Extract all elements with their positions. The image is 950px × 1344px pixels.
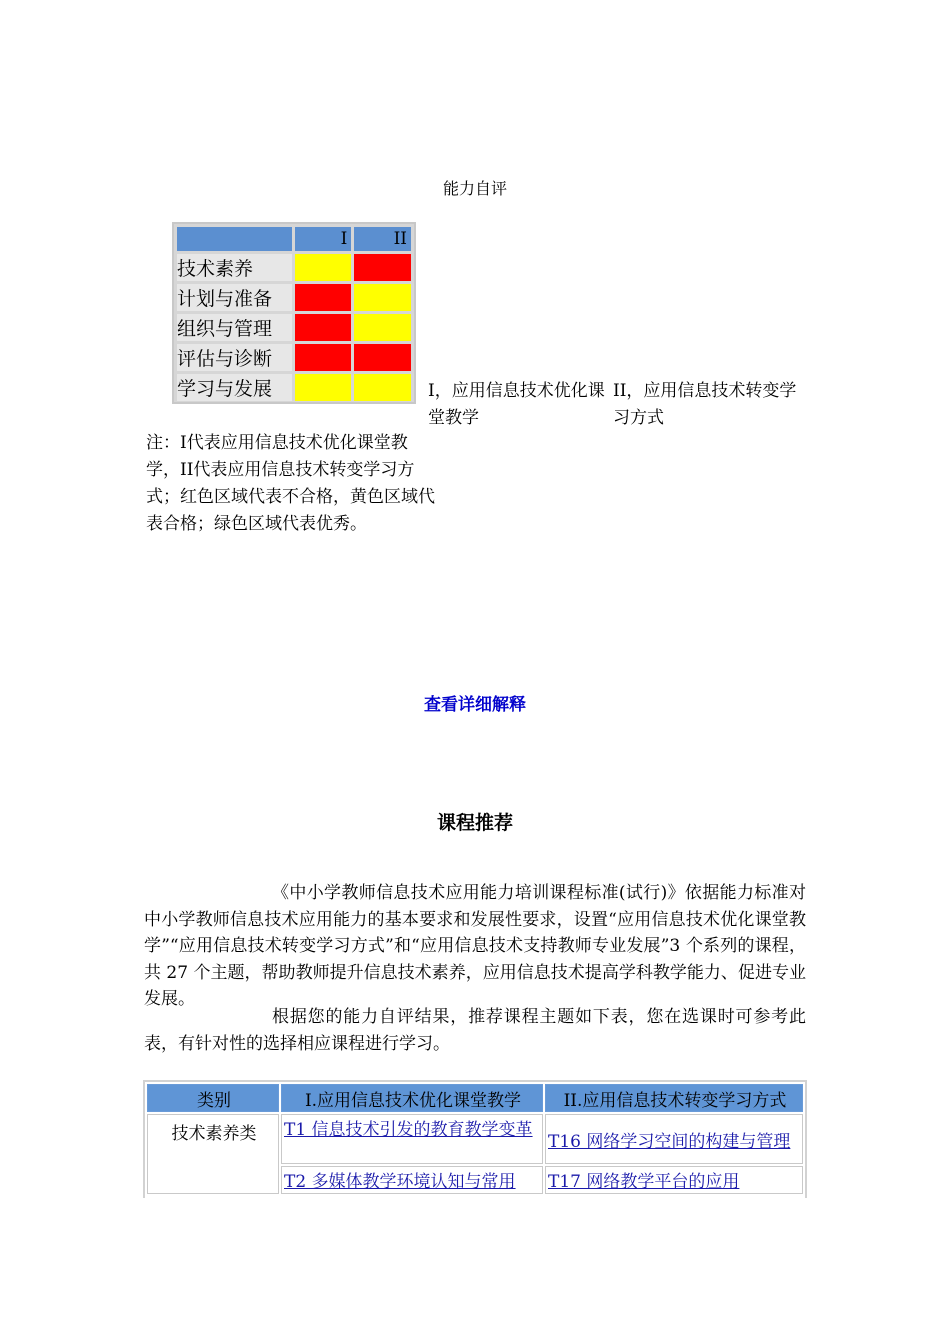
intro-paragraph: 《中小学教师信息技术应用能力培训课程标准(试行)》依据能力标准对中小学教师信息技术应用能力的基本要求和发展性要求，设置“应用信息技术优化课堂教学”“应用信息技术转变学习方式”和“应用信息技术支持教师专业发展”3 个系列的课程，共 27 个主题，帮助教师提升信息技术素养，应用信息技术提高学科教学能力、促进专业发展。 bbox=[144, 883, 806, 1009]
eval-cell-ii bbox=[354, 254, 411, 281]
course-cell-i bbox=[281, 1166, 543, 1194]
eval-row-label: 技术素养 bbox=[177, 254, 292, 281]
eval-row bbox=[177, 314, 411, 341]
course-cell-ii bbox=[545, 1166, 803, 1194]
eval-row-label: 评估与诊断 bbox=[177, 344, 292, 371]
course-header-row bbox=[147, 1084, 803, 1112]
eval-cell-ii bbox=[354, 344, 411, 371]
eval-cell-i bbox=[295, 344, 351, 371]
course-header-category: 类别 bbox=[147, 1084, 279, 1112]
eval-header-row bbox=[177, 227, 411, 251]
course-link[interactable]: T16 网络学习空间的构建与管理 bbox=[548, 1131, 791, 1152]
eval-row-label: 学习与发展 bbox=[177, 374, 292, 401]
eval-row bbox=[177, 254, 411, 281]
evaluation-note: 注：I代表应用信息技术优化课堂教学，II代表应用信息技术转变学习方式；红色区域代表不合格，黄色区域代表合格；绿色区域代表优秀。 bbox=[146, 433, 435, 534]
self-evaluation-table bbox=[172, 222, 416, 404]
legend-ii-text: II，应用信息技术转变学习方式 bbox=[613, 381, 797, 428]
eval-cell-ii bbox=[354, 284, 411, 311]
course-recommendation-table bbox=[143, 1080, 807, 1198]
eval-row bbox=[177, 344, 411, 371]
eval-cell-i bbox=[295, 254, 351, 281]
eval-row bbox=[177, 374, 411, 401]
section-title: 课程推荐 bbox=[436, 812, 513, 834]
course-header-i: I.应用信息技术优化课堂教学 bbox=[281, 1084, 543, 1112]
eval-cell-i bbox=[295, 314, 351, 341]
eval-header-blank bbox=[177, 227, 292, 251]
eval-cell-ii bbox=[354, 314, 411, 341]
course-cell-i bbox=[281, 1114, 543, 1164]
course-header-ii: II.应用信息技术转变学习方式 bbox=[545, 1084, 803, 1112]
course-link[interactable]: T2 多媒体教学环境认知与常用 bbox=[284, 1172, 516, 1192]
eval-row bbox=[177, 284, 411, 311]
recommendation-paragraph: 根据您的能力自评结果，推荐课程主题如下表，您在选课时可参考此表，有针对性的选择相应课程进行学习。 bbox=[144, 1007, 806, 1054]
eval-row-label: 计划与准备 bbox=[177, 284, 292, 311]
course-category: 技术素养类 bbox=[147, 1114, 279, 1194]
eval-header-ii: II bbox=[354, 227, 411, 251]
view-details-link[interactable]: 查看详细解释 bbox=[424, 695, 526, 715]
eval-cell-i bbox=[295, 284, 351, 311]
page-title: 能力自评 bbox=[442, 179, 507, 198]
eval-header-i: I bbox=[295, 227, 351, 251]
legend-i-text: I，应用信息技术优化课堂教学 bbox=[428, 381, 605, 428]
course-cell-ii bbox=[545, 1114, 803, 1164]
eval-cell-ii bbox=[354, 374, 411, 401]
course-link[interactable]: T1 信息技术引发的教育教学变革 bbox=[284, 1120, 533, 1140]
eval-cell-i bbox=[295, 374, 351, 401]
course-link[interactable]: T17 网络教学平台的应用 bbox=[548, 1172, 740, 1192]
eval-row-label: 组织与管理 bbox=[177, 314, 292, 341]
course-row bbox=[147, 1114, 803, 1164]
